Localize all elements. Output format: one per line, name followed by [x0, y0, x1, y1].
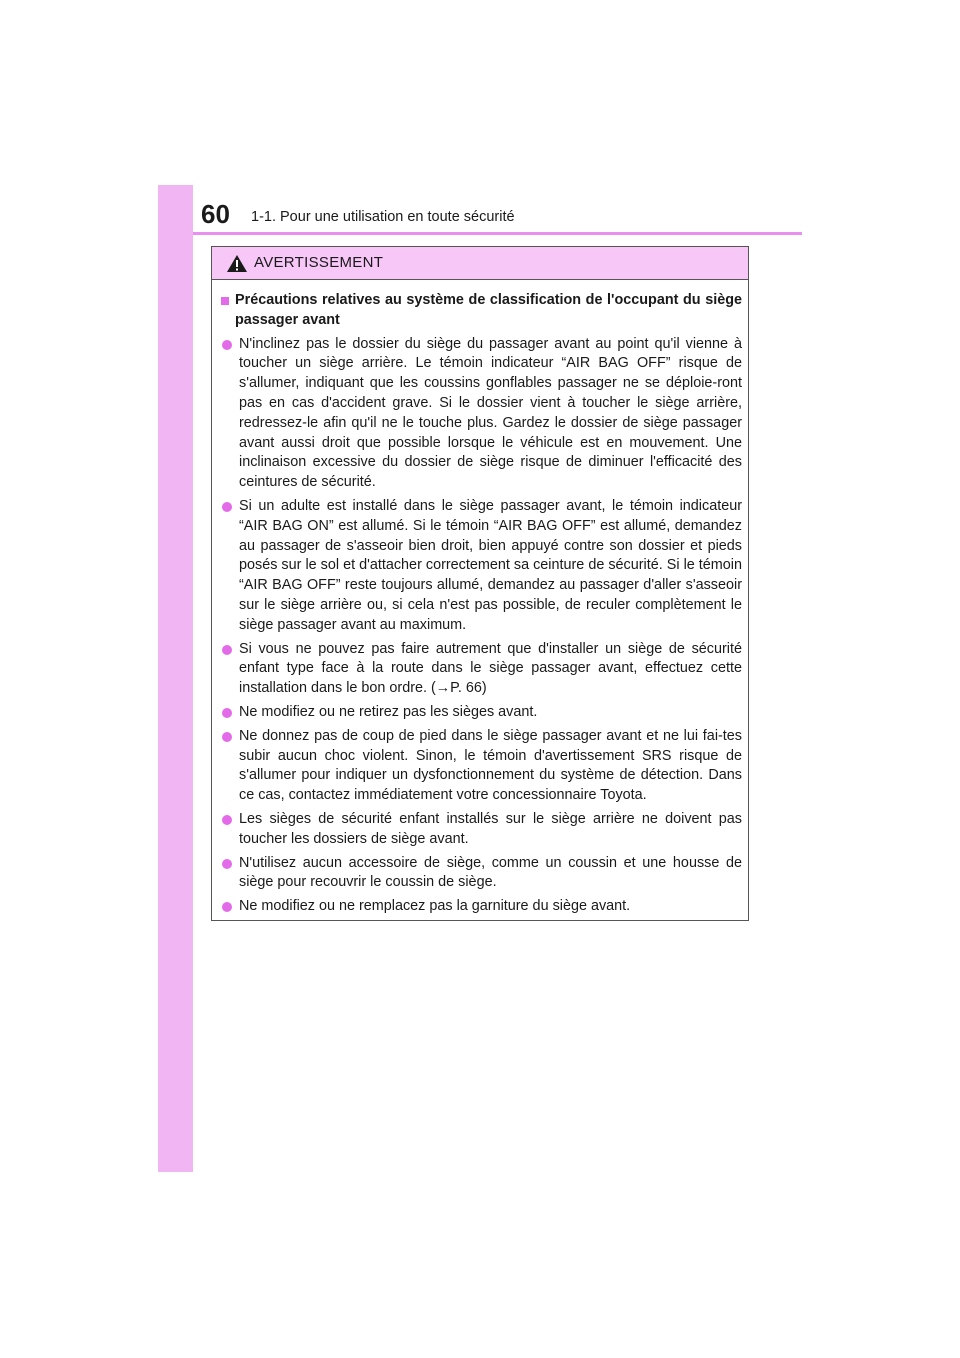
warning-box [211, 246, 749, 921]
warning-label: AVERTISSEMENT [254, 254, 384, 271]
dot-bullet-icon [222, 859, 232, 869]
list-item [221, 703, 742, 723]
list-item [221, 854, 742, 894]
warning-header [212, 247, 748, 280]
header-rule [193, 232, 802, 235]
dot-bullet-icon [222, 708, 232, 718]
dot-bullet-icon [222, 502, 232, 512]
dot-bullet-icon [222, 902, 232, 912]
subheading-text: Précautions relatives au système de classification de l'occupant du siège passager avant [235, 292, 742, 328]
list-item-text: Ne modifiez ou ne remplacez pas la garniture du siège avant. [239, 898, 631, 915]
dot-bullet-icon [222, 645, 232, 655]
list-item [221, 727, 742, 806]
list-item-text: N'utilisez aucun accessoire de siège, comme un coussin et une housse de siège pour recouvrir le coussin de siège. [239, 854, 742, 891]
list-item [221, 640, 742, 699]
warning-list [221, 335, 742, 917]
square-bullet-icon [221, 297, 229, 305]
dot-bullet-icon [222, 732, 232, 742]
list-item-text: Ne modifiez ou ne retirez pas les sièges avant. [239, 703, 538, 720]
section-title: 1-1. Pour une utilisation en toute sécurité [251, 209, 515, 225]
warning-triangle-icon [226, 254, 248, 273]
side-tab [158, 185, 193, 1172]
list-item-text: N'inclinez pas le dossier du siège du passager avant au point qu'il vienne à toucher un siège arrière. Le témoin indicateur “AIR BAG OFF” risque de s'allumer, indiquant que les coussins gonflables passager ne se déploie-ront pas en cas d'accident grave. Si le dossier vient à toucher le siège arrière, redressez-le afin qu'il ne le touche plus. Gardez le dossier de siège passager avant aussi droit que possible lorsque le véhicule est en mouvement. Une inclinaison excessive du dossier de siège risque de diminuer l'efficacité des ceintures de sécurité. [239, 335, 742, 491]
list-item [221, 497, 742, 636]
dot-bullet-icon [222, 815, 232, 825]
dot-bullet-icon [222, 340, 232, 350]
list-item-text: Les sièges de sécurité enfant installés sur le siège arrière ne doivent pas toucher les dossiers de siège avant. [239, 810, 742, 847]
list-item [221, 897, 742, 917]
warning-body [212, 280, 748, 917]
list-item-text: Ne donnez pas de coup de pied dans le siège passager avant et ne lui fai-tes subir aucun choc violent. Sinon, le témoin d'avertissement SRS risque de s'allumer pour indiquer un dysfonctionnement du système de détection. Dans ce cas, contactez immédiatement votre concessionnaire Toyota. [239, 727, 742, 804]
warning-subheading [221, 291, 742, 331]
page-number: 60 [201, 199, 230, 229]
list-item-text: Si un adulte est installé dans le siège passager avant, le témoin indicateur “AIR BAG ON” est allumé. Si le témoin “AIR BAG OFF” est allumé, demandez au passager de s'asseoir bien droit, bien appuyé contre son dossier et pieds posés sur le sol et d'attacher correctement sa ceinture de sécurité. Si le témoin “AIR BAG OFF” reste toujours allumé, demandez au passager d'aller s'asseoir sur le siège arrière ou, si cela n'est pas possible, de reculer complètement le siège passager avant au maximum. [239, 497, 742, 633]
list-item-text: Si vous ne pouvez pas faire autrement que d'installer un siège de sécurité enfant type face à la route dans le siège passager avant, effectuez cette installation dans le bon ordre. (→P. 66) [239, 640, 742, 697]
list-item [221, 335, 742, 493]
list-item [221, 810, 742, 850]
